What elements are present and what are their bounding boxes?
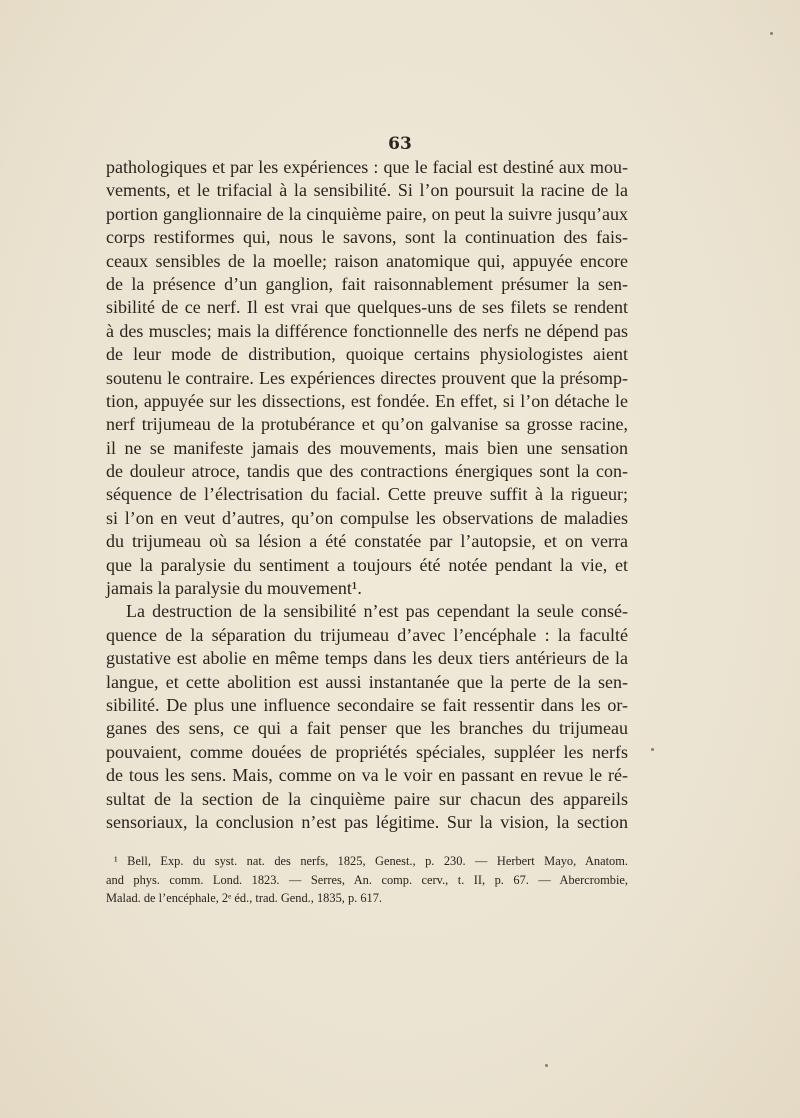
body-line: ceaux sensibles de la moelle; raison anatomique qui, appuyée encore: [106, 250, 628, 271]
body-line: de douleur atroce, tandis que des contractions énergiques sont la con-: [106, 461, 628, 482]
paper-speck: [770, 32, 773, 35]
body-line: si l’on en veut d’autres, qu’on compulse les observations de maladies: [106, 507, 628, 528]
body-line: pouvaient, comme douées de propriétés spéciales, suppléer les nerfs: [106, 741, 628, 762]
body-line: que la paralysie du sentiment a toujours été notée pendant la vie, et: [106, 554, 628, 575]
paper-speck: [545, 1064, 548, 1067]
body-line: pathologiques et par les expériences : que le facial est destiné aux mou-: [106, 157, 628, 177]
body-line: nerf trijumeau de la protubérance et qu’on galvanise sa grosse racine,: [106, 414, 628, 435]
body-line: quence de la séparation du trijumeau d’avec l’encéphale : la faculté: [106, 624, 628, 645]
page-number: 63: [388, 134, 412, 154]
body-line: portion ganglionnaire de la cinquième paire, on peut la suivre jusqu’aux: [106, 203, 628, 224]
body-line-paragraph-start: La destruction de la sensibilité n’est pas cependant la seule consé-: [126, 601, 628, 622]
footnote-line: and phys. comm. Lond. 1823. — Serres, An. comp. cerv., t. II, p. 67. — Abercrombie,: [106, 872, 628, 887]
body-line: de tous les sens. Mais, comme on va le voir en passant en revue le ré-: [106, 765, 628, 786]
footnote-line: Malad. de l’encéphale, 2ᵉ éd., trad. Gend., 1835, p. 617.: [106, 891, 383, 905]
body-line: langue, et cette abolition est aussi instantanée que la perte de la sen-: [106, 671, 628, 692]
body-line-paragraph-end: jamais la paralysie du mouvement¹.: [106, 578, 362, 599]
body-line: ganes des sens, ce qui a fait penser que les branches du trijumeau: [106, 718, 628, 739]
body-line: sibilité. De plus une influence secondaire se fait ressentir dans les or-: [106, 694, 628, 715]
body-line: de la présence d’un ganglion, fait raisonnablement présumer la sen-: [106, 273, 628, 294]
body-line: gustative est abolie en même temps dans les deux tiers antérieurs de la: [106, 648, 628, 669]
body-line: du trijumeau où sa lésion a été constatée par l’autopsie, et on verra: [106, 531, 628, 552]
body-line: de leur mode de distribution, quoique certains physiologistes aient: [106, 344, 628, 365]
body-line: tion, appuyée sur les dissections, est fondée. En effet, si l’on détache le: [106, 390, 628, 411]
body-line: il ne se manifeste jamais des mouvements, mais bien une sensation: [106, 437, 628, 458]
body-line: à des muscles; mais la différence fonctionnelle des nerfs ne dépend pas: [106, 320, 628, 341]
footnotes: [106, 852, 628, 908]
body-line: sultat de la section de la cinquième paire sur chacun des appareils: [106, 788, 628, 809]
body-line: vements, et le trifacial à la sensibilité. Si l’on poursuit la racine de la: [106, 180, 628, 201]
body-line: corps restiformes qui, nous le savons, sont la continuation des fais-: [106, 227, 628, 248]
body-line: sensoriaux, la conclusion n’est pas légitime. Sur la vision, la section: [106, 811, 628, 832]
body-line: sibilité de ce nerf. Il est vrai que quelques-uns de ses filets se rendent: [106, 297, 628, 318]
body-line: séquence de l’électrisation du facial. Cette preuve suffit à la rigueur;: [106, 484, 628, 505]
body-text: [106, 156, 628, 834]
paper-speck: [651, 748, 654, 751]
body-line: soutenu le contraire. Les expériences directes prouvent que la présomp-: [106, 367, 628, 388]
footnote-line: ¹ Bell, Exp. du syst. nat. des nerfs, 1825, Genest., p. 230. — Herbert Mayo, Anatom.: [114, 854, 628, 868]
